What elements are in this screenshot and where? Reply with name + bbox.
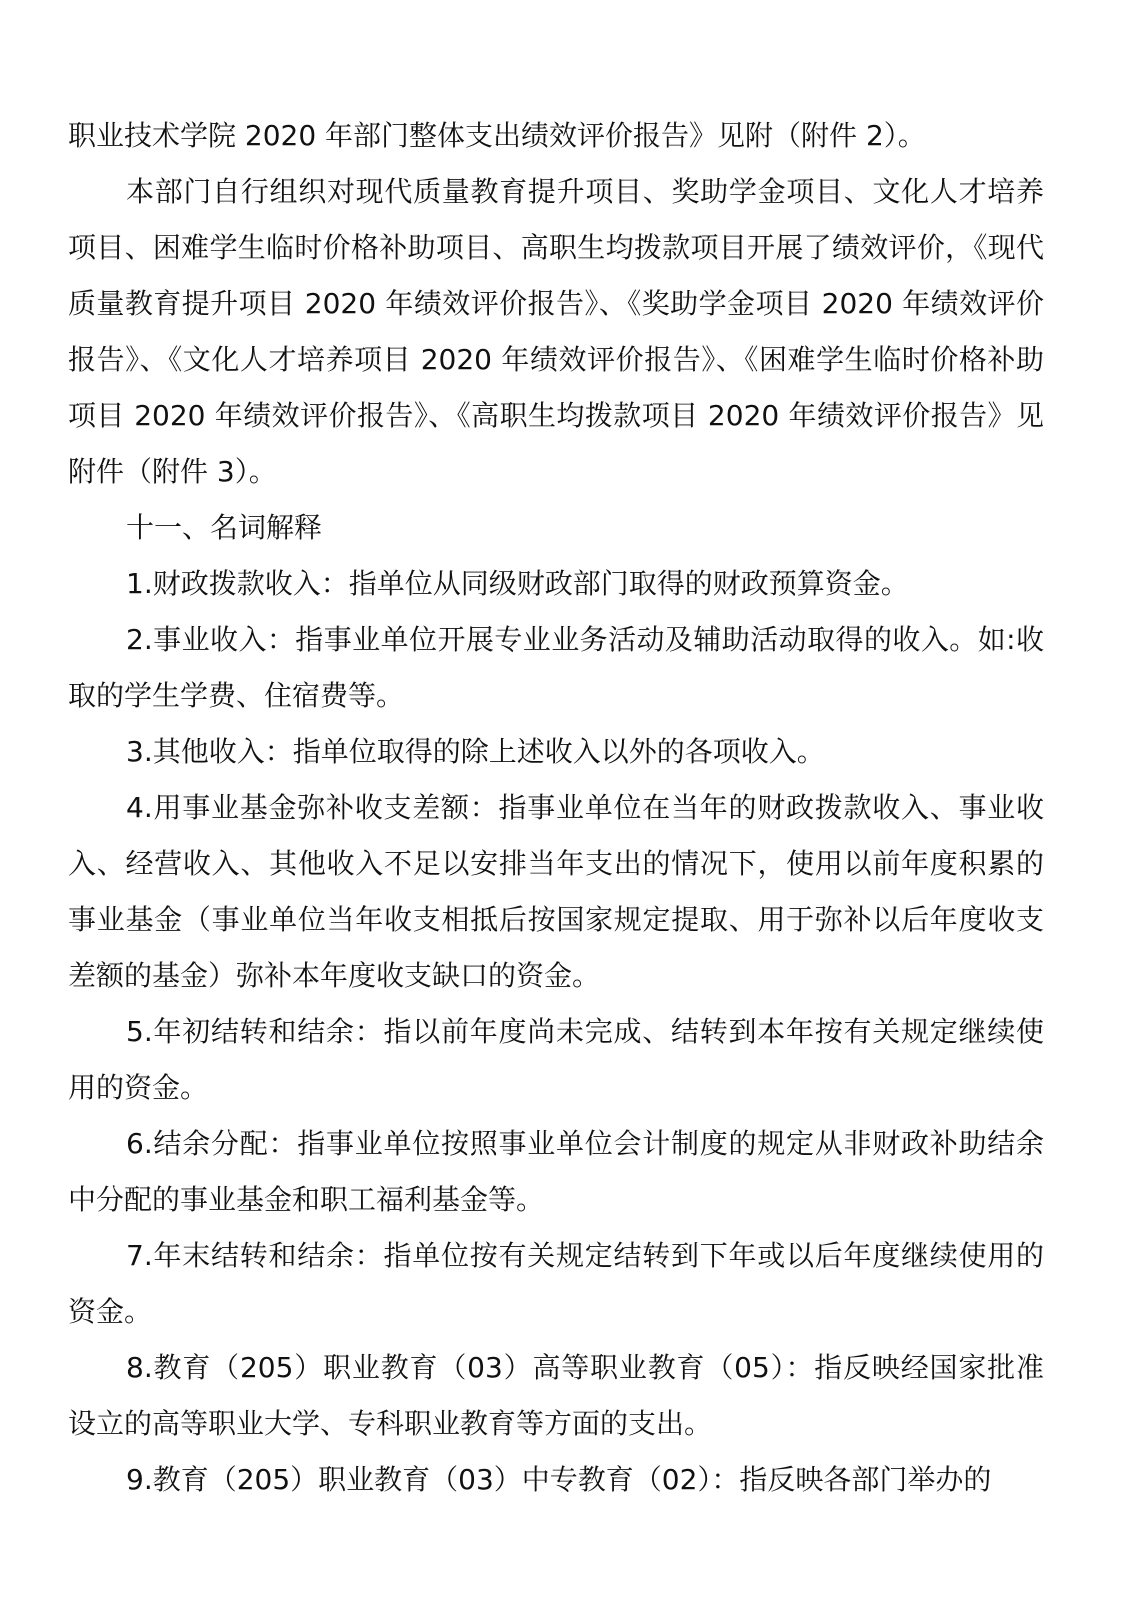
glossary-item-7: 7.年末结转和结余：指单位按有关规定结转到下年或以后年度继续使用的资金。: [68, 1239, 1044, 1328]
paragraph-project-evaluation: 本部门自行组织对现代质量教育提升项目、奖助学金项目、文化人才培养项目、困难学生临时价格补助项目、高职生均拨款项目开展了绩效评价，《现代质量教育提升项目 2020 年绩效评价报告》、《奖助学金项目 2020 年绩效评价报告》、《文化人才培养项目 2020 年绩效评价报告》、《困难学生临时价格补助项目 2020 年绩效评价报告》、《高职生均拨款项目 2020 年绩效评价报告》见附件（附件 3）。: [68, 175, 1044, 488]
glossary-item-4: 4.用事业基金弥补收支差额：指事业单位在当年的财政拨款收入、事业收入、经营收入、其他收入不足以安排当年支出的情况下，使用以前年度积累的事业基金（事业单位当年收支相抵后按国家规定提取、用于弥补以后年度收支差额的基金）弥补本年度收支缺口的资金。: [68, 791, 1044, 992]
glossary-item-2: 2.事业收入：指事业单位开展专业业务活动及辅助活动取得的收入。如:收取的学生学费、住宿费等。: [68, 623, 1044, 712]
document-page: [68, 108, 1044, 1508]
glossary-item-9: 9.教育（205）职业教育（03）中专教育（02）：指反映各部门举办的: [126, 1463, 992, 1496]
glossary-item-6: 6.结余分配：指事业单位按照事业单位会计制度的规定从非财政补助结余中分配的事业基金和职工福利基金等。: [68, 1127, 1044, 1216]
paragraph-attachment-2: 职业技术学院 2020 年部门整体支出绩效评价报告》见附（附件 2）。: [68, 119, 926, 152]
glossary-item-3: 3.其他收入：指单位取得的除上述收入以外的各项收入。: [126, 735, 825, 768]
glossary-item-5: 5.年初结转和结余：指以前年度尚未完成、结转到本年按有关规定继续使用的资金。: [68, 1015, 1044, 1104]
glossary-item-8: 8.教育（205）职业教育（03）高等职业教育（05）：指反映经国家批准设立的高等职业大学、专科职业教育等方面的支出。: [68, 1351, 1044, 1440]
glossary-item-1: 1.财政拨款收入：指单位从同级财政部门取得的财政预算资金。: [126, 567, 909, 600]
section-heading-glossary: 十一、名词解释: [126, 511, 323, 544]
